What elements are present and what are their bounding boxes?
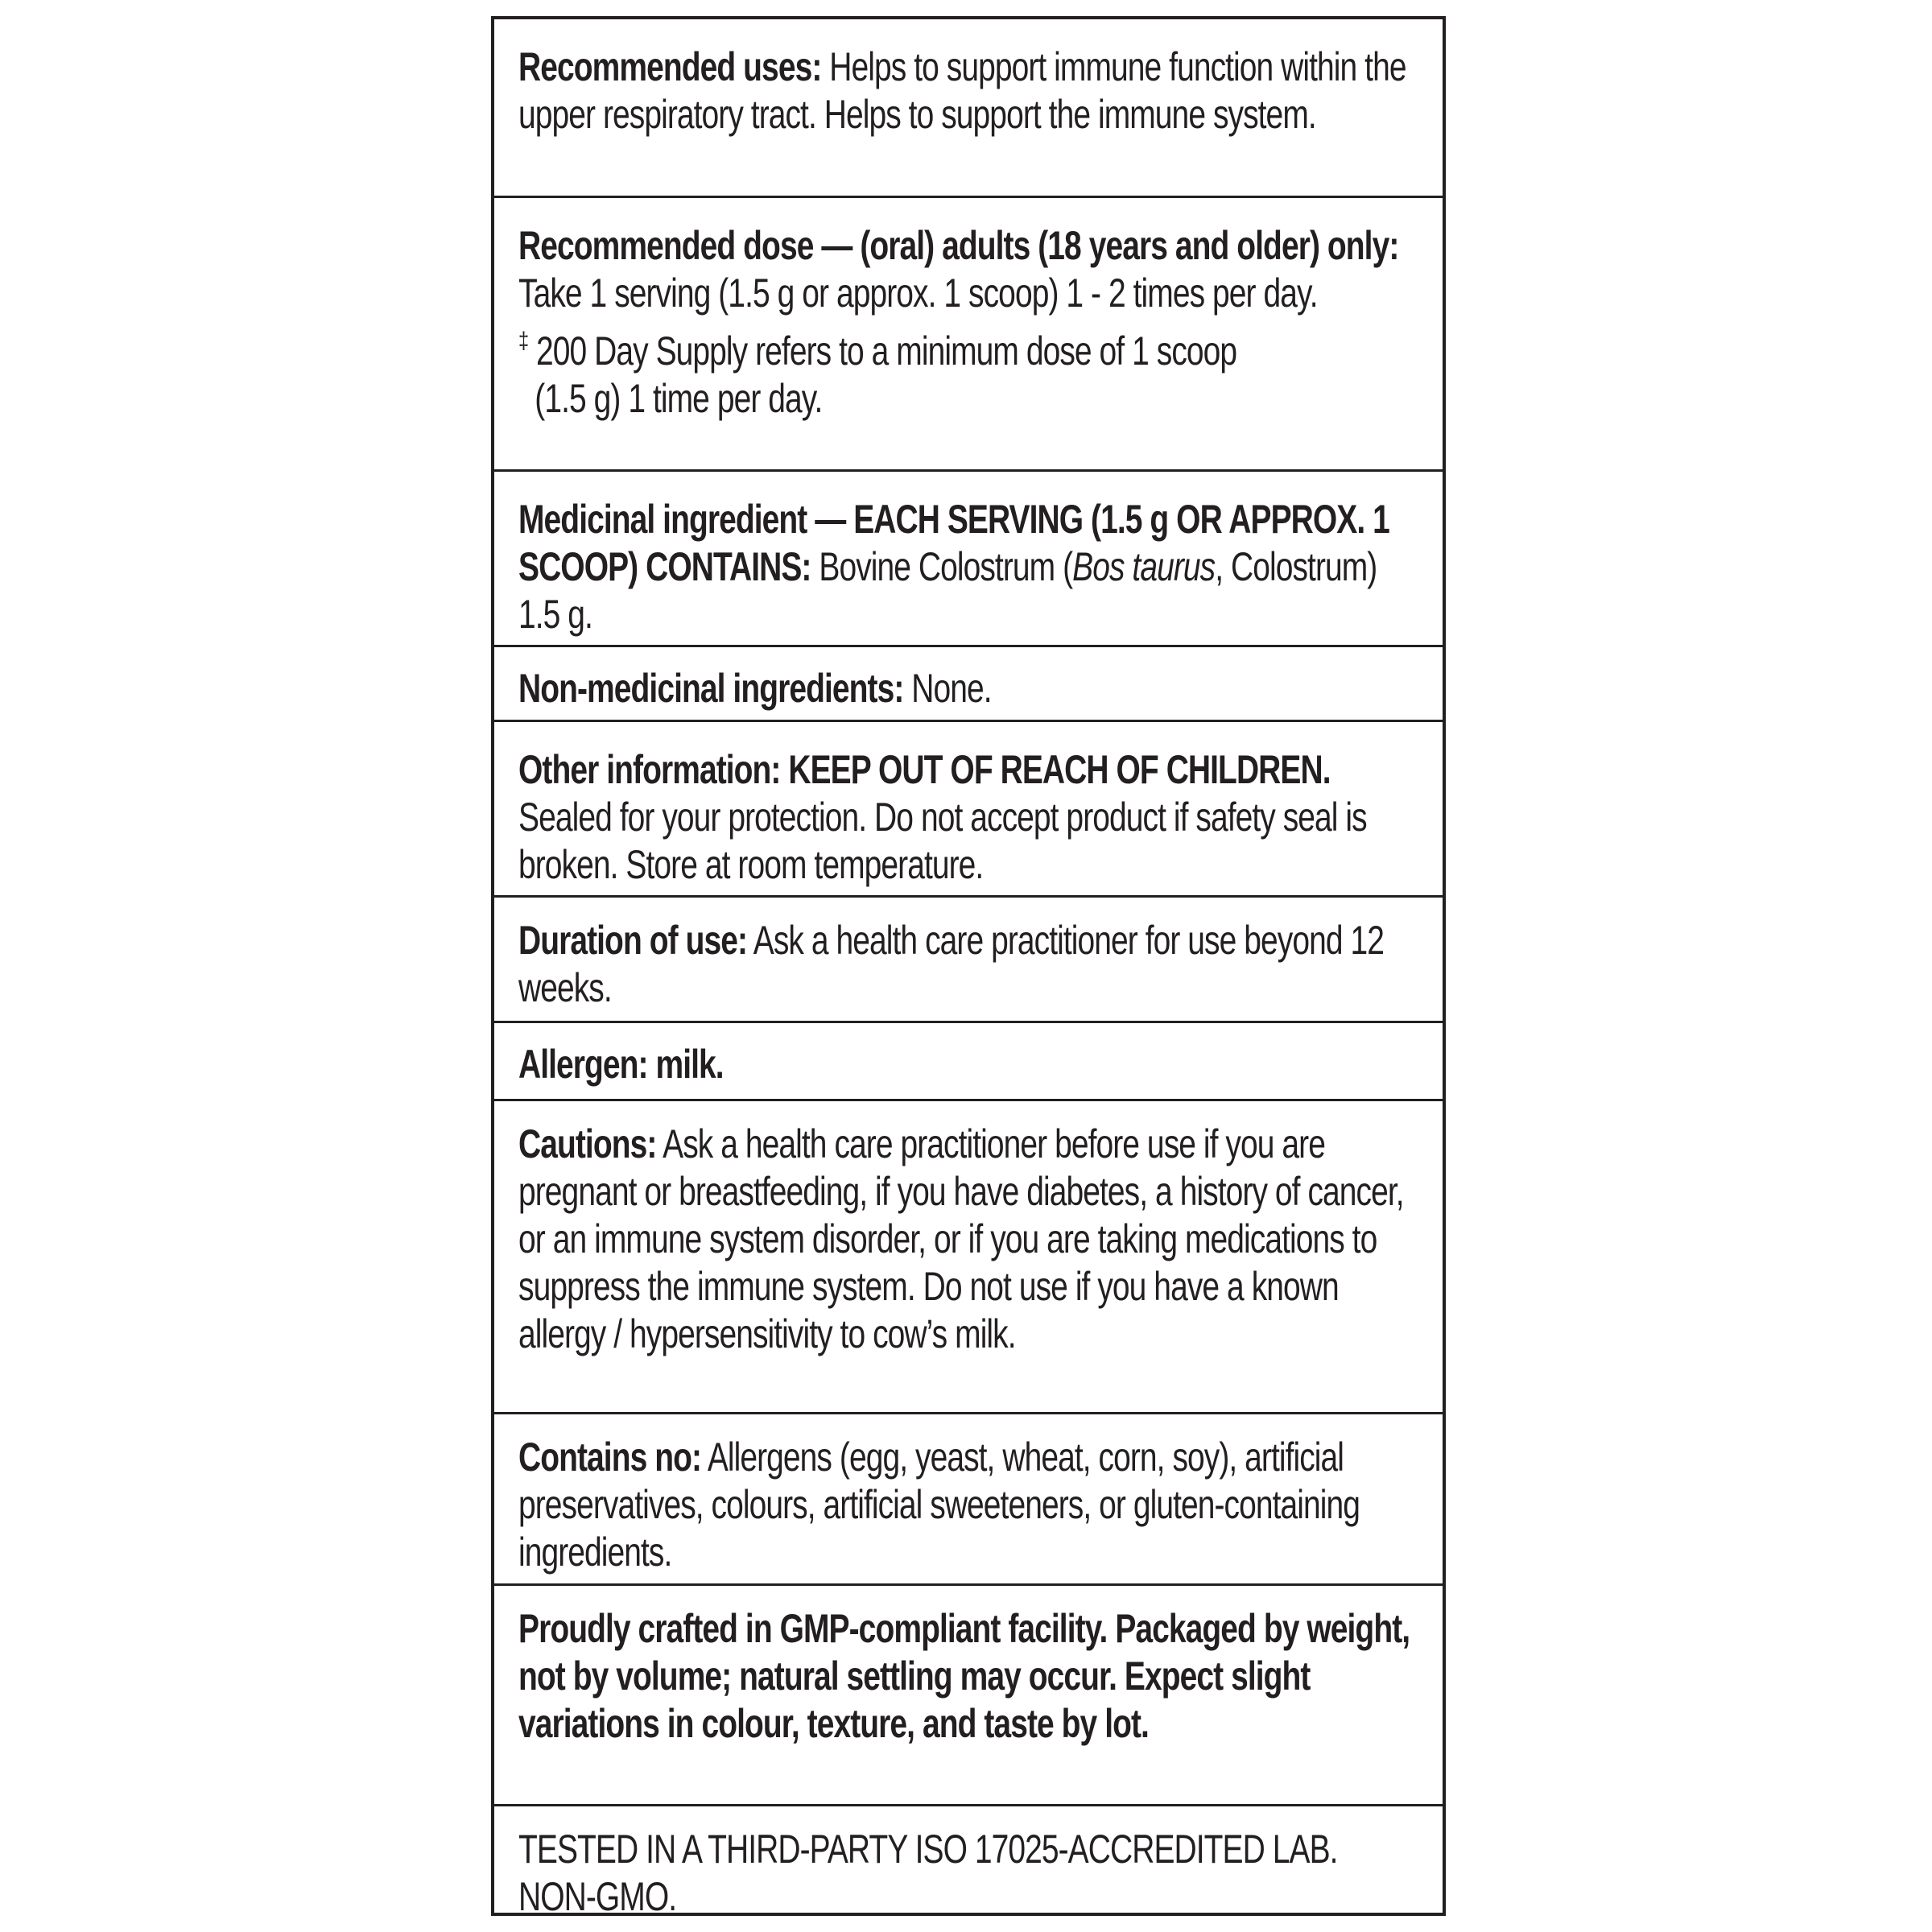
non-medicinal-ingredients-section — [494, 647, 1443, 722]
allergen-section — [494, 1023, 1443, 1101]
section-heading: Non-medicinal ingredients: — [518, 666, 904, 711]
footnote — [518, 317, 1417, 375]
medicinal-ingredient-section — [494, 472, 1443, 647]
section-text: Take 1 serving (1.5 g or approx. 1 scoop) 1 - 2 times per day. — [518, 270, 1318, 316]
cautions-section — [494, 1101, 1443, 1414]
section-heading: Proudly crafted in GMP-compliant facility. Packaged by weight, not by volume; natural settling may occur. Expect slight variations in colour, texture, and taste by lot. — [518, 1606, 1410, 1746]
section-heading: Contains no: — [518, 1435, 702, 1480]
section-heading: Recommended uses: — [518, 44, 822, 89]
section-heading: Recommended dose — (oral) adults (18 years and older) only: — [518, 223, 1399, 268]
section-text: Ask a health care practitioner before use if you are pregnant or breastfeeding, if you have diabetes, a history of cancer, or an immune system disorder, or if you are taking medications to suppress the immune system. Do not use if you have a known allergy / hypersensitivity to cow’s milk. — [518, 1121, 1404, 1356]
section-text: Ask a health care practitioner for use beyond 12 weeks. — [518, 918, 1385, 1010]
testing-statement-section — [494, 1806, 1443, 1919]
footnote-mark: ‡ — [518, 328, 529, 354]
section-heading: Medicinal ingredient — EACH SERVING (1.5 g OR APPROX. 1 SCOOP) CONTAINS: — [518, 497, 1389, 589]
footnote-line: 200 Day Supply refers to a minimum dose of 1 scoop — [528, 328, 1237, 374]
section-heading: Allergen: milk. — [518, 1042, 724, 1087]
section-text: TESTED IN A THIRD-PARTY ISO 17025-ACCREDITED LAB. NON-GMO. — [518, 1827, 1338, 1919]
manufacturing-statement-section — [494, 1586, 1443, 1806]
recommended-dose-section — [494, 198, 1443, 472]
recommended-uses-section — [494, 19, 1443, 198]
section-text: Allergens (egg, yeast, wheat, corn, soy), artificial preservatives, colours, artificial sweeteners, or gluten-containing ingredients. — [518, 1435, 1360, 1575]
section-text: Sealed for your protection. Do not accept product if safety seal is broken. Store at room temperature. — [518, 795, 1367, 887]
other-information-section — [494, 722, 1443, 898]
section-text: Bovine Colostrum ( — [811, 544, 1073, 589]
section-text: None. — [903, 666, 992, 711]
contains-no-section — [494, 1414, 1443, 1586]
section-heading: Duration of use: — [518, 918, 748, 963]
product-label-panel — [491, 16, 1446, 1919]
section-heading: Cautions: — [518, 1121, 657, 1166]
section-heading: Other information: KEEP OUT OF REACH OF CHILDREN. — [518, 747, 1331, 792]
duration-of-use-section — [494, 898, 1443, 1023]
species-name: Bos taurus — [1072, 544, 1216, 589]
section-text-end: , Colostrum) 1.5 g. — [518, 544, 1377, 637]
footnote-line-continued: (1.5 g) 1 time per day. — [535, 376, 823, 421]
section-text: Helps to support immune function within the upper respiratory tract. Helps to support the immune system. — [518, 44, 1406, 137]
